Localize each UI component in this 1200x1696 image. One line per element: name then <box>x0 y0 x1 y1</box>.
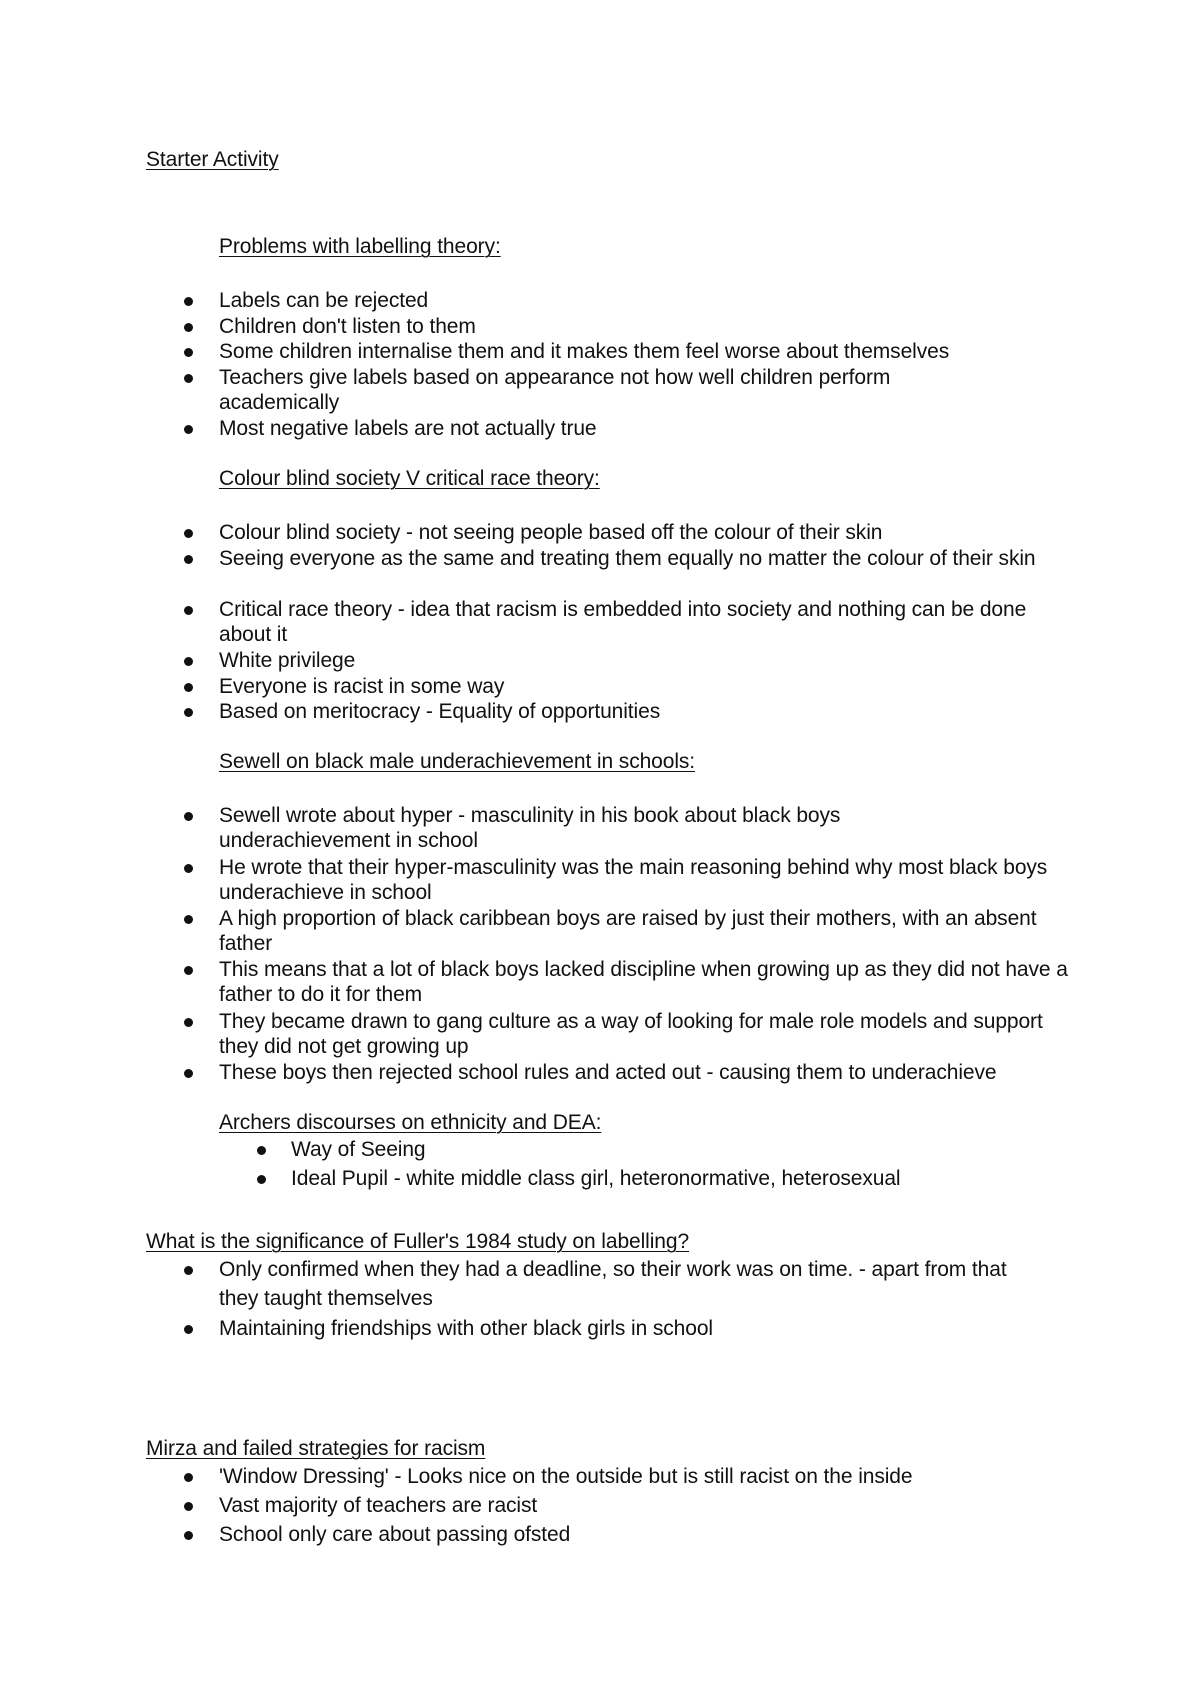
bullet-icon <box>184 708 193 717</box>
section-title-mirza: Mirza and failed strategies for racism <box>146 1437 486 1460</box>
list-item: This means that a lot of black boys lacked discipline when growing up as they did not have a father to do it for them <box>219 958 1068 1006</box>
page-title: Starter Activity <box>146 148 279 171</box>
list-item: Critical race theory - idea that racism is embedded into society and nothing can be done about it <box>219 598 1027 646</box>
list-item: Only confirmed when they had a deadline, so their work was on time. - apart from that they taught themselves <box>219 1258 1007 1310</box>
bullet-icon <box>184 683 193 692</box>
section-title-labelling: Problems with labelling theory: <box>219 235 501 258</box>
list-item: Colour blind society - not seeing people based off the colour of their skin <box>219 521 883 544</box>
section-title-archer: Archers discourses on ethnicity and DEA: <box>219 1111 602 1134</box>
bullet-icon <box>184 1531 193 1540</box>
list-item: White privilege <box>219 649 356 672</box>
bullet-icon <box>184 915 193 924</box>
section-title-fuller: What is the significance of Fuller's 1984 study on labelling? <box>146 1230 690 1253</box>
list-item: Maintaining friendships with other black girls in school <box>219 1317 713 1340</box>
list-item: Everyone is racist in some way <box>219 675 505 698</box>
bullet-icon <box>257 1146 266 1155</box>
list-item: He wrote that their hyper-masculinity was the main reasoning behind why most black boys underachieve in school <box>219 856 1048 904</box>
bullet-icon <box>184 297 193 306</box>
list-item: These boys then rejected school rules and acted out - causing them to underachieve <box>219 1061 997 1084</box>
list-item: Way of Seeing <box>291 1138 426 1161</box>
list-item: Most negative labels are not actually true <box>219 417 597 440</box>
section-title-sewell: Sewell on black male underachievement in schools: <box>219 750 696 773</box>
bullet-icon <box>257 1175 266 1184</box>
bullet-icon <box>184 657 193 666</box>
list-item: Children don't listen to them <box>219 315 476 338</box>
list-item: Sewell wrote about hyper - masculinity in his book about black boys underachievement in school <box>219 804 841 852</box>
list-item: Vast majority of teachers are racist <box>219 1494 538 1517</box>
list-item: A high proportion of black caribbean boys are raised by just their mothers, with an absent father <box>219 907 1037 955</box>
list-item: Teachers give labels based on appearance not how well children perform academically <box>219 366 891 414</box>
bullet-icon <box>184 348 193 357</box>
list-item: Based on meritocracy - Equality of opportunities <box>219 700 661 723</box>
bullet-icon <box>184 1473 193 1482</box>
bullet-icon <box>184 606 193 615</box>
bullet-icon <box>184 1502 193 1511</box>
list-item: School only care about passing ofsted <box>219 1523 571 1546</box>
list-item: Seeing everyone as the same and treating them equally no matter the colour of their skin <box>219 547 1036 570</box>
list-item: 'Window Dressing' - Looks nice on the outside but is still racist on the inside <box>219 1465 913 1488</box>
bullet-icon <box>184 1325 193 1334</box>
bullet-icon <box>184 374 193 383</box>
bullet-icon <box>184 1069 193 1078</box>
bullet-icon <box>184 1266 193 1275</box>
section-title-colour-blind: Colour blind society V critical race theory: <box>219 467 600 490</box>
bullet-icon <box>184 425 193 434</box>
bullet-icon <box>184 555 193 564</box>
bullet-icon <box>184 1018 193 1027</box>
bullet-icon <box>184 966 193 975</box>
bullet-icon <box>184 812 193 821</box>
list-item: They became drawn to gang culture as a way of looking for male role models and support they did not get growing up <box>219 1010 1043 1058</box>
list-item: Some children internalise them and it makes them feel worse about themselves <box>219 340 950 363</box>
bullet-icon <box>184 323 193 332</box>
list-item: Ideal Pupil - white middle class girl, heteronormative, heterosexual <box>291 1167 901 1190</box>
bullet-icon <box>184 529 193 538</box>
list-item: Labels can be rejected <box>219 289 429 312</box>
bullet-icon <box>184 864 193 873</box>
